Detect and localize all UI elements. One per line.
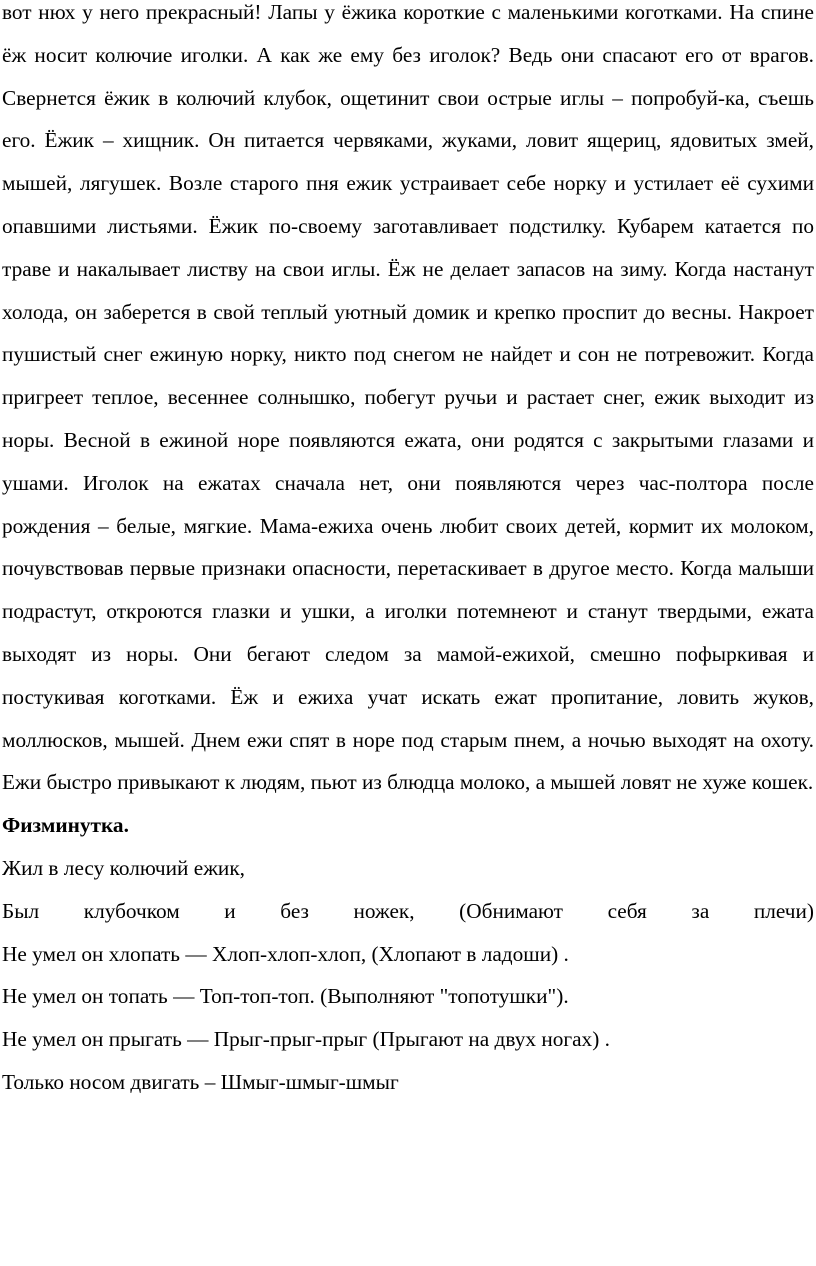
story-paragraph: вот нюх у него прекрасный! Лапы у ёжика короткие с маленькими коготками. На спине ёж носит колючие иголки. А как же ему без иголок? Ведь они спасают его от врагов. Свернется ёжик в колючий клубок, ощетинит свои острые иглы – попробуй-ка, съешь его. Ёжик – хищник. Он питается червяками, жуками, ловит ящериц, ядовитых змей, мышей, лягушек. Возле старого пня ежик устраивает себе норку и устилает её сухими опавшими листьями. Ёжик по-своему заготавливает подстилку. Кубарем катается по траве и накалывает листву на свои иглы. Ёж не делает запасов на зиму. Когда настанут холода, он заберется в свой теплый уютный домик и крепко проспит до весны. Накроет пушистый снег ежиную норку, никто под снегом не найдет и сон не потревожит. Когда пригреет теплое, весеннее солнышко, побегут ручьи и растает снег, ежик выходит из норы. Весной в ежиной норе появляются ежата, они родятся с закрытыми глазами и ушами. Иголок на ежатах сначала нет, они появляются через час-полтора после рождения – белые, мягкие. Мама-ежиха очень любит своих детей, кормит их молоком, почувствовав первые признаки опасности, перетаскивает в другое место. Когда малыши подрастут, откроются глазки и ушки, а иголки потемнеют и станут твердыми, ежата выходят из норы. Они бегают следом за мамой-ежихой, смешно пофыркивая и постукивая коготками. Ёж и ежиха учат искать ежат пропитание, ловить жуков, моллюсков, мышей. Днем ежи спят в норе под старым пнем, а ночью выходят на охоту. Ежи быстро привыкают к людям, пьют из блюдца молоко, а мышей ловят не хуже кошек. xyxy=(2,0,814,795)
poem-line-3: Не умел он хлопать — Хлоп-хлоп-хлоп, (Хлопают в ладоши) . xyxy=(2,941,569,966)
poem-line-5: Не умел он прыгать — Прыг-прыг-прыг (Прыгают на двух ногах) . xyxy=(2,1027,610,1052)
poem-line-1: Жил в лесу колючий ежик, xyxy=(2,855,245,880)
fizminutka-heading: Физминутка. xyxy=(2,813,129,838)
poem-line-4: Не умел он топать — Топ-топ-топ. (Выполняют "топотушки"). xyxy=(2,984,569,1009)
poem-line-6: Только носом двигать – Шмыг-шмыг-шмыг xyxy=(2,1069,399,1094)
poem-line-2: Был клубочком и без ножек, (Обнимают себя за плечи) xyxy=(2,898,814,923)
